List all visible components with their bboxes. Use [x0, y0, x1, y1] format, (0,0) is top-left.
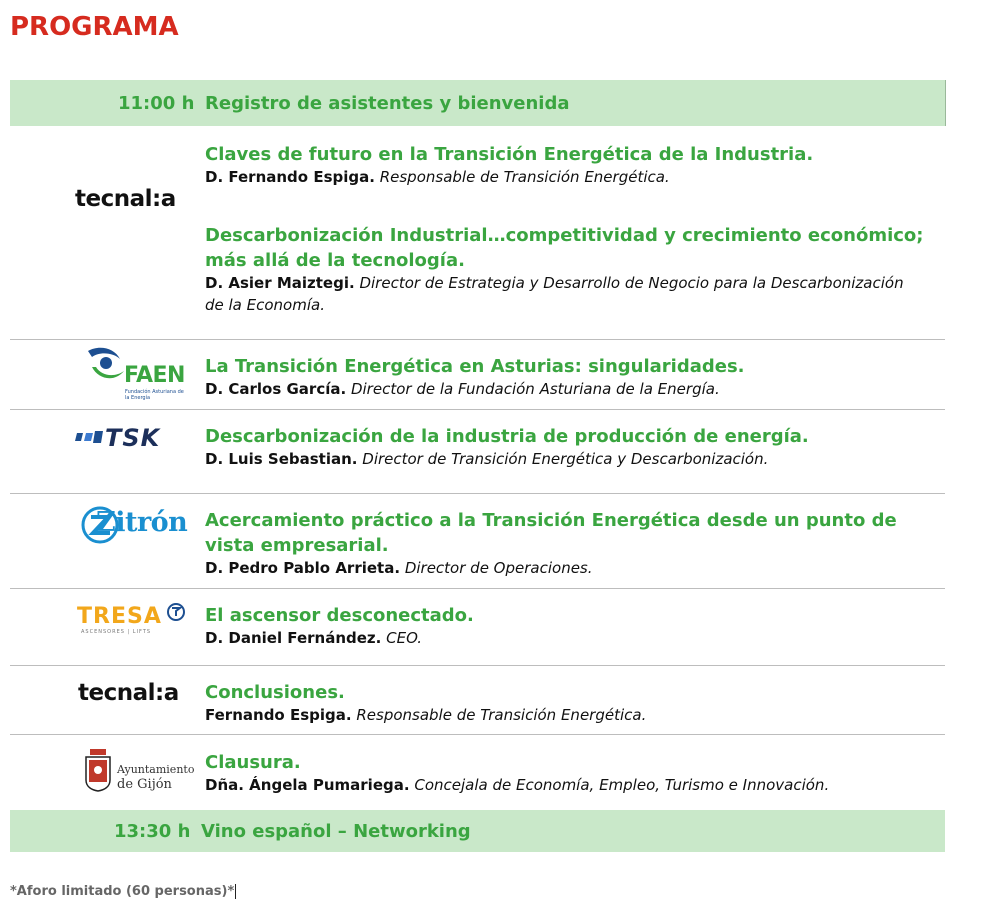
closing-time: 13:30 h	[114, 821, 191, 842]
talk-speaker: D. Fernando Espiga. Responsable de Transición Energética.	[205, 168, 670, 186]
zitron-logo: Zitrón	[80, 505, 190, 547]
talk-speaker: D. Luis Sebastian. Director de Transición Energética y Descarbonización.	[205, 450, 769, 468]
opening-label: Registro de asistentes y bienvenida	[205, 93, 570, 114]
tsk-logo: TSK	[75, 424, 187, 450]
talk-speaker: D. Pedro Pablo Arrieta. Director de Operaciones.	[205, 559, 593, 577]
divider	[10, 588, 945, 589]
talk-title: Descarbonización Industrial…competitividad y crecimiento económico; más allá de la tecnología.	[205, 225, 924, 271]
opening-time: 11:00 h	[118, 93, 195, 114]
text-caret	[235, 884, 236, 899]
gijon-crest-icon	[84, 748, 112, 792]
divider	[10, 665, 945, 666]
tresa-badge-icon	[166, 602, 186, 622]
page-title: PROGRAMA	[10, 12, 179, 42]
talk-speaker: D. Asier Maiztegi. Director de Estrategia y Desarrollo de Negocio para la Descarbonización de la Economía.	[205, 274, 904, 314]
talk-speaker: D. Carlos García. Director de la Fundación Asturiana de la Energía.	[205, 380, 720, 398]
footnote: *Aforo limitado (60 personas)*	[10, 884, 235, 899]
talk-speaker: Dña. Ángela Pumariega. Concejala de Economía, Empleo, Turismo e Innovación.	[205, 776, 830, 794]
tsk-mark-icon	[75, 429, 103, 445]
opening-band	[10, 80, 946, 126]
faen-logo: FAEN Fundación Asturiana de la Energía	[84, 345, 189, 403]
talk-title: Clausura.	[205, 752, 301, 773]
talk-title: Claves de futuro en la Transición Energética de la Industria.	[205, 144, 814, 165]
talk-title: La Transición Energética en Asturias: singularidades.	[205, 356, 745, 377]
talk-title: Conclusiones.	[205, 682, 345, 703]
divider	[10, 339, 945, 340]
closing-band	[10, 810, 945, 852]
tecnalia-logo: tecnal:a	[78, 680, 179, 706]
divider	[10, 734, 945, 735]
talk-speaker: Fernando Espiga. Responsable de Transición Energética.	[205, 706, 647, 724]
talk-title: El ascensor desconectado.	[205, 605, 474, 626]
talk-title: Descarbonización de la industria de producción de energía.	[205, 426, 809, 447]
talk-title: Acercamiento práctico a la Transición Energética desde un punto de vista empresarial.	[205, 510, 897, 556]
divider	[10, 409, 945, 410]
talk-speaker: D. Daniel Fernández. CEO.	[205, 629, 423, 647]
closing-label: Vino español – Networking	[201, 821, 471, 842]
gijon-logo: Ayuntamiento de Gijón	[84, 748, 194, 794]
tresa-logo: TRESA ASCENSORES | LIFTS	[77, 600, 189, 640]
tecnalia-logo: tecnal:a	[75, 186, 176, 212]
divider	[10, 493, 945, 494]
